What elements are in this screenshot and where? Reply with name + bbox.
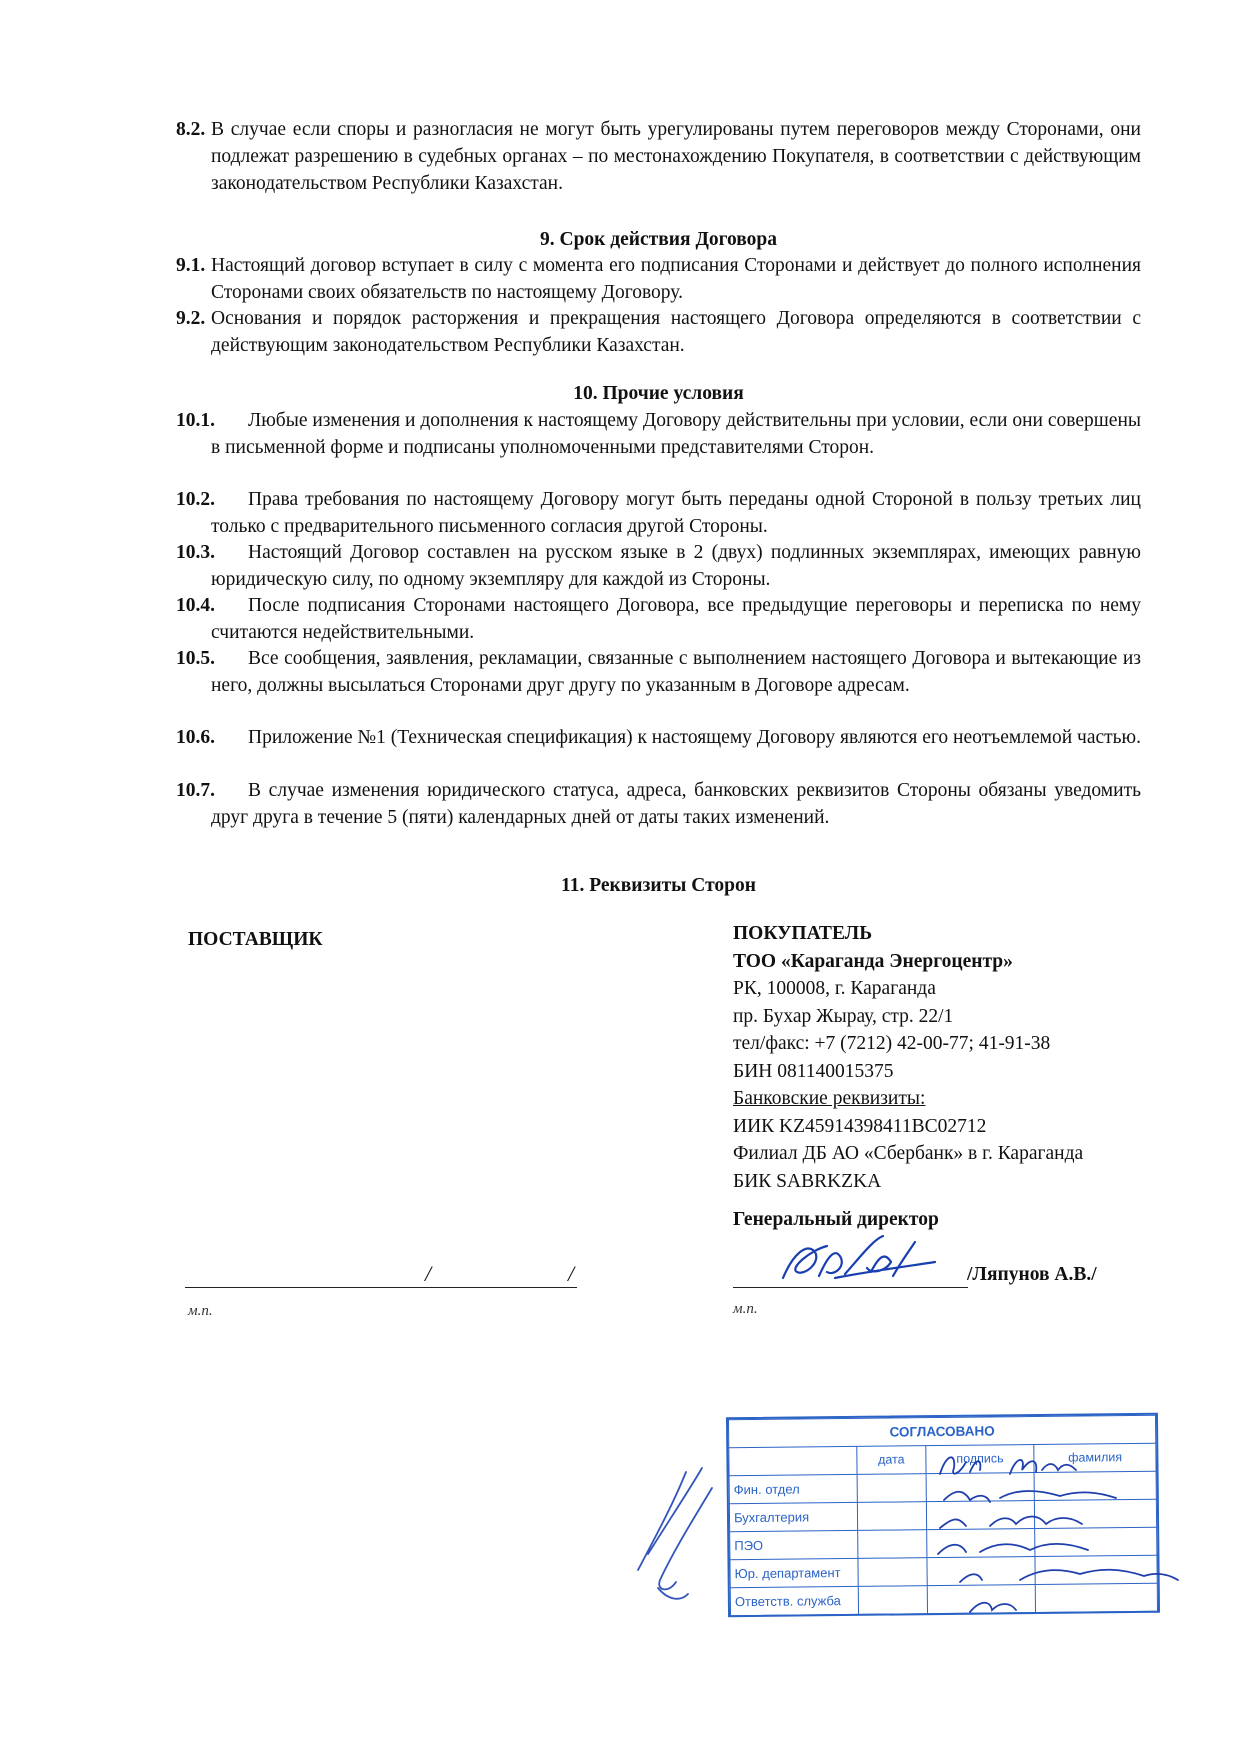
stamp-blank-header (729, 1446, 857, 1475)
buyer-address-line: пр. Бухар Жырау, стр. 22/1 (733, 1005, 954, 1027)
buyer-mp: м.п. (733, 1301, 758, 1317)
director-title: Генеральный директор (733, 1209, 939, 1230)
stamp-row-label: Юр. департамент (730, 1558, 858, 1587)
clause-10-5 (176, 645, 1141, 699)
clause-8-2 (176, 116, 1141, 197)
clause-text: После подписания Сторонами настоящего Договора, все предыдущие переговоры и переписка по нему считаются недействительными. (211, 595, 1141, 643)
clause-9-2 (176, 305, 1141, 359)
director-name: /Ляпунов А.В./ (967, 1264, 1097, 1285)
clause-text: Настоящий Договор составлен на русском языке в 2 (двух) подлинных экземплярах, имеющих равную юридическую силу, по одному экземпляру для каждой из Стороны. (211, 542, 1141, 590)
signature-slash: / (425, 1261, 432, 1286)
buyer-phone: тел/факс: +7 (7212) 42-00-77; 41-91-38 (733, 1033, 1051, 1054)
clause-number: 10.2. (176, 489, 215, 510)
clause-number: 10.5. (176, 648, 215, 669)
stamp-row-label: ПЭО (730, 1530, 858, 1559)
section-11-title: 11. Реквизиты Сторон (561, 875, 756, 896)
clause-10-6 (176, 724, 1141, 751)
clause-text: Настоящий договор вступает в силу с момента его подписания Сторонами и действует до полного исполнения Сторонами своих обязательств по настоящему Договору. (211, 255, 1141, 303)
clause-number: 9.1. (176, 255, 206, 276)
clause-number: 9.2. (176, 308, 206, 329)
clause-10-3 (176, 539, 1141, 593)
bank-header: Банковские реквизиты: (733, 1088, 926, 1109)
stamp-row-label: Бухгалтерия (729, 1502, 857, 1531)
bank-line: БИК SABRKZKA (733, 1170, 882, 1192)
clause-number: 10.7. (176, 780, 215, 801)
clause-text: В случае если споры и разногласия не могут быть урегулированы путем переговоров между Сторонами, они подлежат разрешению в судебных органах – по местонахождению Покупателя, в соответствии с действующим законодательством Республики Казахстан. (211, 119, 1141, 194)
section-9-title: 9. Срок действия Договора (539, 229, 777, 250)
stamp-row-label: Ответств. служба (730, 1586, 858, 1615)
stamp-col-surname: фамилия (1034, 1443, 1156, 1472)
buyer-label: ПОКУПАТЕЛЬ (733, 923, 873, 944)
clause-text: Права требования по настоящему Договору могут быть переданы одной Стороной в пользу третьих лиц только с предварительного письменного согласия другой Стороны. (211, 489, 1141, 537)
supplier-label: ПОСТАВЩИК (188, 929, 323, 950)
buyer-requisites (733, 920, 1173, 1195)
buyer-company: ТОО «Караганда Энергоцентр» (733, 950, 1013, 972)
clause-number: 10.4. (176, 595, 215, 616)
signature-slash: / (568, 1261, 575, 1286)
buyer-bin: БИН 081140015375 (733, 1060, 894, 1082)
margin-signature (628, 1462, 720, 1610)
stamp-col-signature: подпись (926, 1445, 1035, 1474)
supplier-mp: м.п. (188, 1303, 213, 1319)
director-signature (775, 1232, 945, 1294)
stamp-col-date: дата (857, 1446, 926, 1475)
clause-text: Основания и порядок расторжения и прекращения настоящего Договора определяются в соответствии с действующим законодательством Республики Казахстан. (211, 308, 1141, 356)
buyer-address-line: РК, 100008, г. Караганда (733, 978, 936, 999)
bank-line: Филиал ДБ АО «Сбербанк» в г. Караганда (733, 1143, 1084, 1164)
clause-text: Любые изменения и дополнения к настоящему Договору действительны при условии, если они совершены в письменной форме и подписаны уполномоченными представителями Сторон. (211, 410, 1141, 458)
clause-number: 8.2. (176, 119, 206, 140)
clause-text: Приложение №1 (Техническая спецификация) к настоящему Договору являются его неотъемлемой частью. (248, 727, 1141, 748)
clause-10-1 (176, 407, 1141, 461)
clause-9-1 (176, 252, 1141, 306)
stamp-title: СОГЛАСОВАНО (728, 1415, 1155, 1447)
stamp-signatures (930, 1444, 1192, 1626)
supplier-signature-line (185, 1287, 577, 1288)
clause-10-7 (176, 777, 1141, 831)
clause-10-2 (176, 486, 1141, 540)
stamp-row-label: Фин. отдел (729, 1474, 857, 1503)
clause-number: 10.3. (176, 542, 215, 563)
section-10-title: 10. Прочие условия (573, 383, 744, 404)
clause-text: Все сообщения, заявления, рекламации, связанные с выполнением настоящего Договора и вытекающие из него, должны высылаться Сторонами друг другу по указанным в Договоре адресам. (211, 648, 1141, 696)
clause-10-4 (176, 592, 1141, 646)
clause-text: В случае изменения юридического статуса, адреса, банковских реквизитов Стороны обязаны уведомить друг друга в течение 5 (пяти) календарных дней от даты таких изменений. (211, 780, 1141, 828)
bank-line: ИИК KZ45914398411BC02712 (733, 1115, 987, 1137)
clause-number: 10.6. (176, 727, 215, 748)
clause-number: 10.1. (176, 410, 215, 431)
